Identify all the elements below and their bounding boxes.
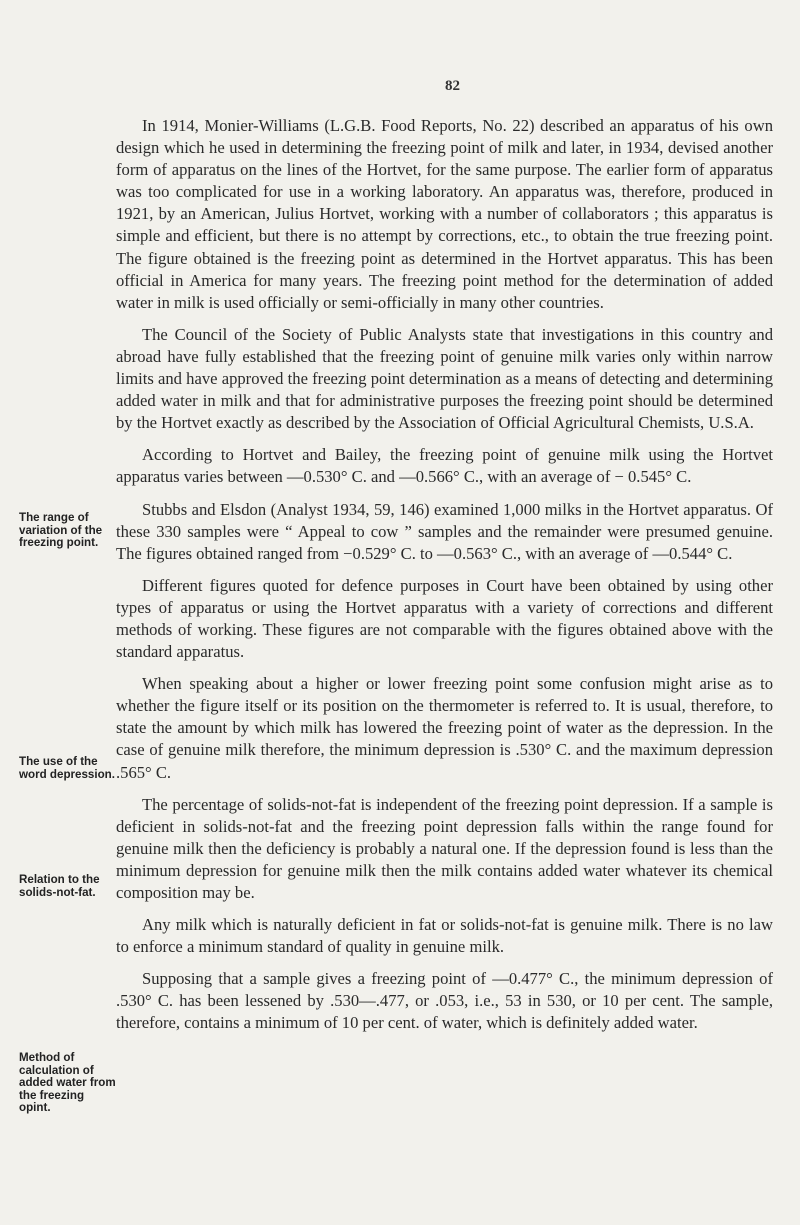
paragraph-council-society: The Council of the Society of Public Analysts state that investigations in this country and abroad have fully established that the freezing point of genuine milk varies only within narrow limits and have approved the freezing point determination as a means of detecting and determining added water in milk and that for administrative purposes the freezing point should be determined by the Hortvet exactly as described by the Association of Official Agricultural Chemists, U.S.A. <box>116 324 773 433</box>
page-number: 82 <box>445 78 460 94</box>
paragraph-defence-figures: Different figures quoted for defence purposes in Court have been obtained by using other types of apparatus or using the Hortvet apparatus with a variety of corrections and different methods of working. These figures are not comparable with the figures obtained above with the standard apparatus. <box>116 575 773 662</box>
paragraph-calculation: Supposing that a sample gives a freezing point of —0.477° C., the minimum depression of .530° C. has been lessened by .530—.477, or .053, i.e., 53 in 530, or 10 per cent. The sample, therefore, contains a minimum of 10 per cent. of water, which is definitely added water. <box>116 969 773 1033</box>
margin-note-range-of-variation: The range of variation of the freezing point. <box>19 511 103 549</box>
margin-note-method-of-calculation: Method of calculation of added water from the freezing opint. <box>19 1051 116 1114</box>
paragraph-monier-williams: In 1914, Monier-Williams (L.G.B. Food Reports, No. 22) described an apparatus of his own design which he used in determining the freezing point of milk and later, in 1934, devised another form of apparatus on the lines of the Hortvet, for the same purpose. The earlier form of apparatus was too complicated for use in a working laboratory. An apparatus was, therefore, produced in 1921, by an American, Julius Hortvet, working with a number of collaborators ; this apparatus is simple and efficient, but there is no attempt by corrections, etc., to obtain the true freezing point. The figure obtained is the freezing point as determined in the Hortvet apparatus. This has been official in America for many years. The freezing point method for the determination of added water in milk is used officially or semi-officially in many other countries. <box>116 116 773 312</box>
body-text <box>116 115 773 1045</box>
paragraph-hortvet-bailey: According to Hortvet and Bailey, the freezing point of genuine milk using the Hortvet apparatus varies between —0.530° C. and —0.566° C., with an average of − 0.545° C. <box>116 445 773 487</box>
margin-note-solids-not-fat: Relation to the solids-not-fat. <box>19 873 100 899</box>
margin-note-word-depression: The use of the word depression. <box>19 755 115 781</box>
paragraph-deficient-milk: Any milk which is naturally deficient in fat or solids-not-fat is genuine milk. There is no law to enforce a minimum standard of quality in genuine milk. <box>116 915 773 957</box>
paragraph-depression: When speaking about a higher or lower freezing point some confusion might arise as to whether the figure itself or its position on the thermometer is referred to. It is usual, therefore, to state the amount by which milk has lowered the freezing point of water as the depression. In the case of genuine milk therefore, the minimum depression is .530° C. and the maximum depression .565° C. <box>116 674 773 782</box>
paragraph-solids-not-fat: The percentage of solids-not-fat is independent of the freezing point depression. If a sample is deficient in solids-not-fat and the freezing point depression falls within the range found for genuine milk then the deficiency is probably a natural one. If the depression found is less than the minimum depression for genuine milk then the milk contains added water whatever its chemical composition may be. <box>116 794 773 902</box>
paragraph-stubbs-elsdon: Stubbs and Elsdon (Analyst 1934, 59, 146) examined 1,000 milks in the Hortvet apparatus. Of these 330 samples were “ Appeal to cow ” samples and the remainder were presumed genuine. The figures obtained ranged from −0.529° C. to —0.563° C., with an average of —0.544° C. <box>116 499 773 563</box>
